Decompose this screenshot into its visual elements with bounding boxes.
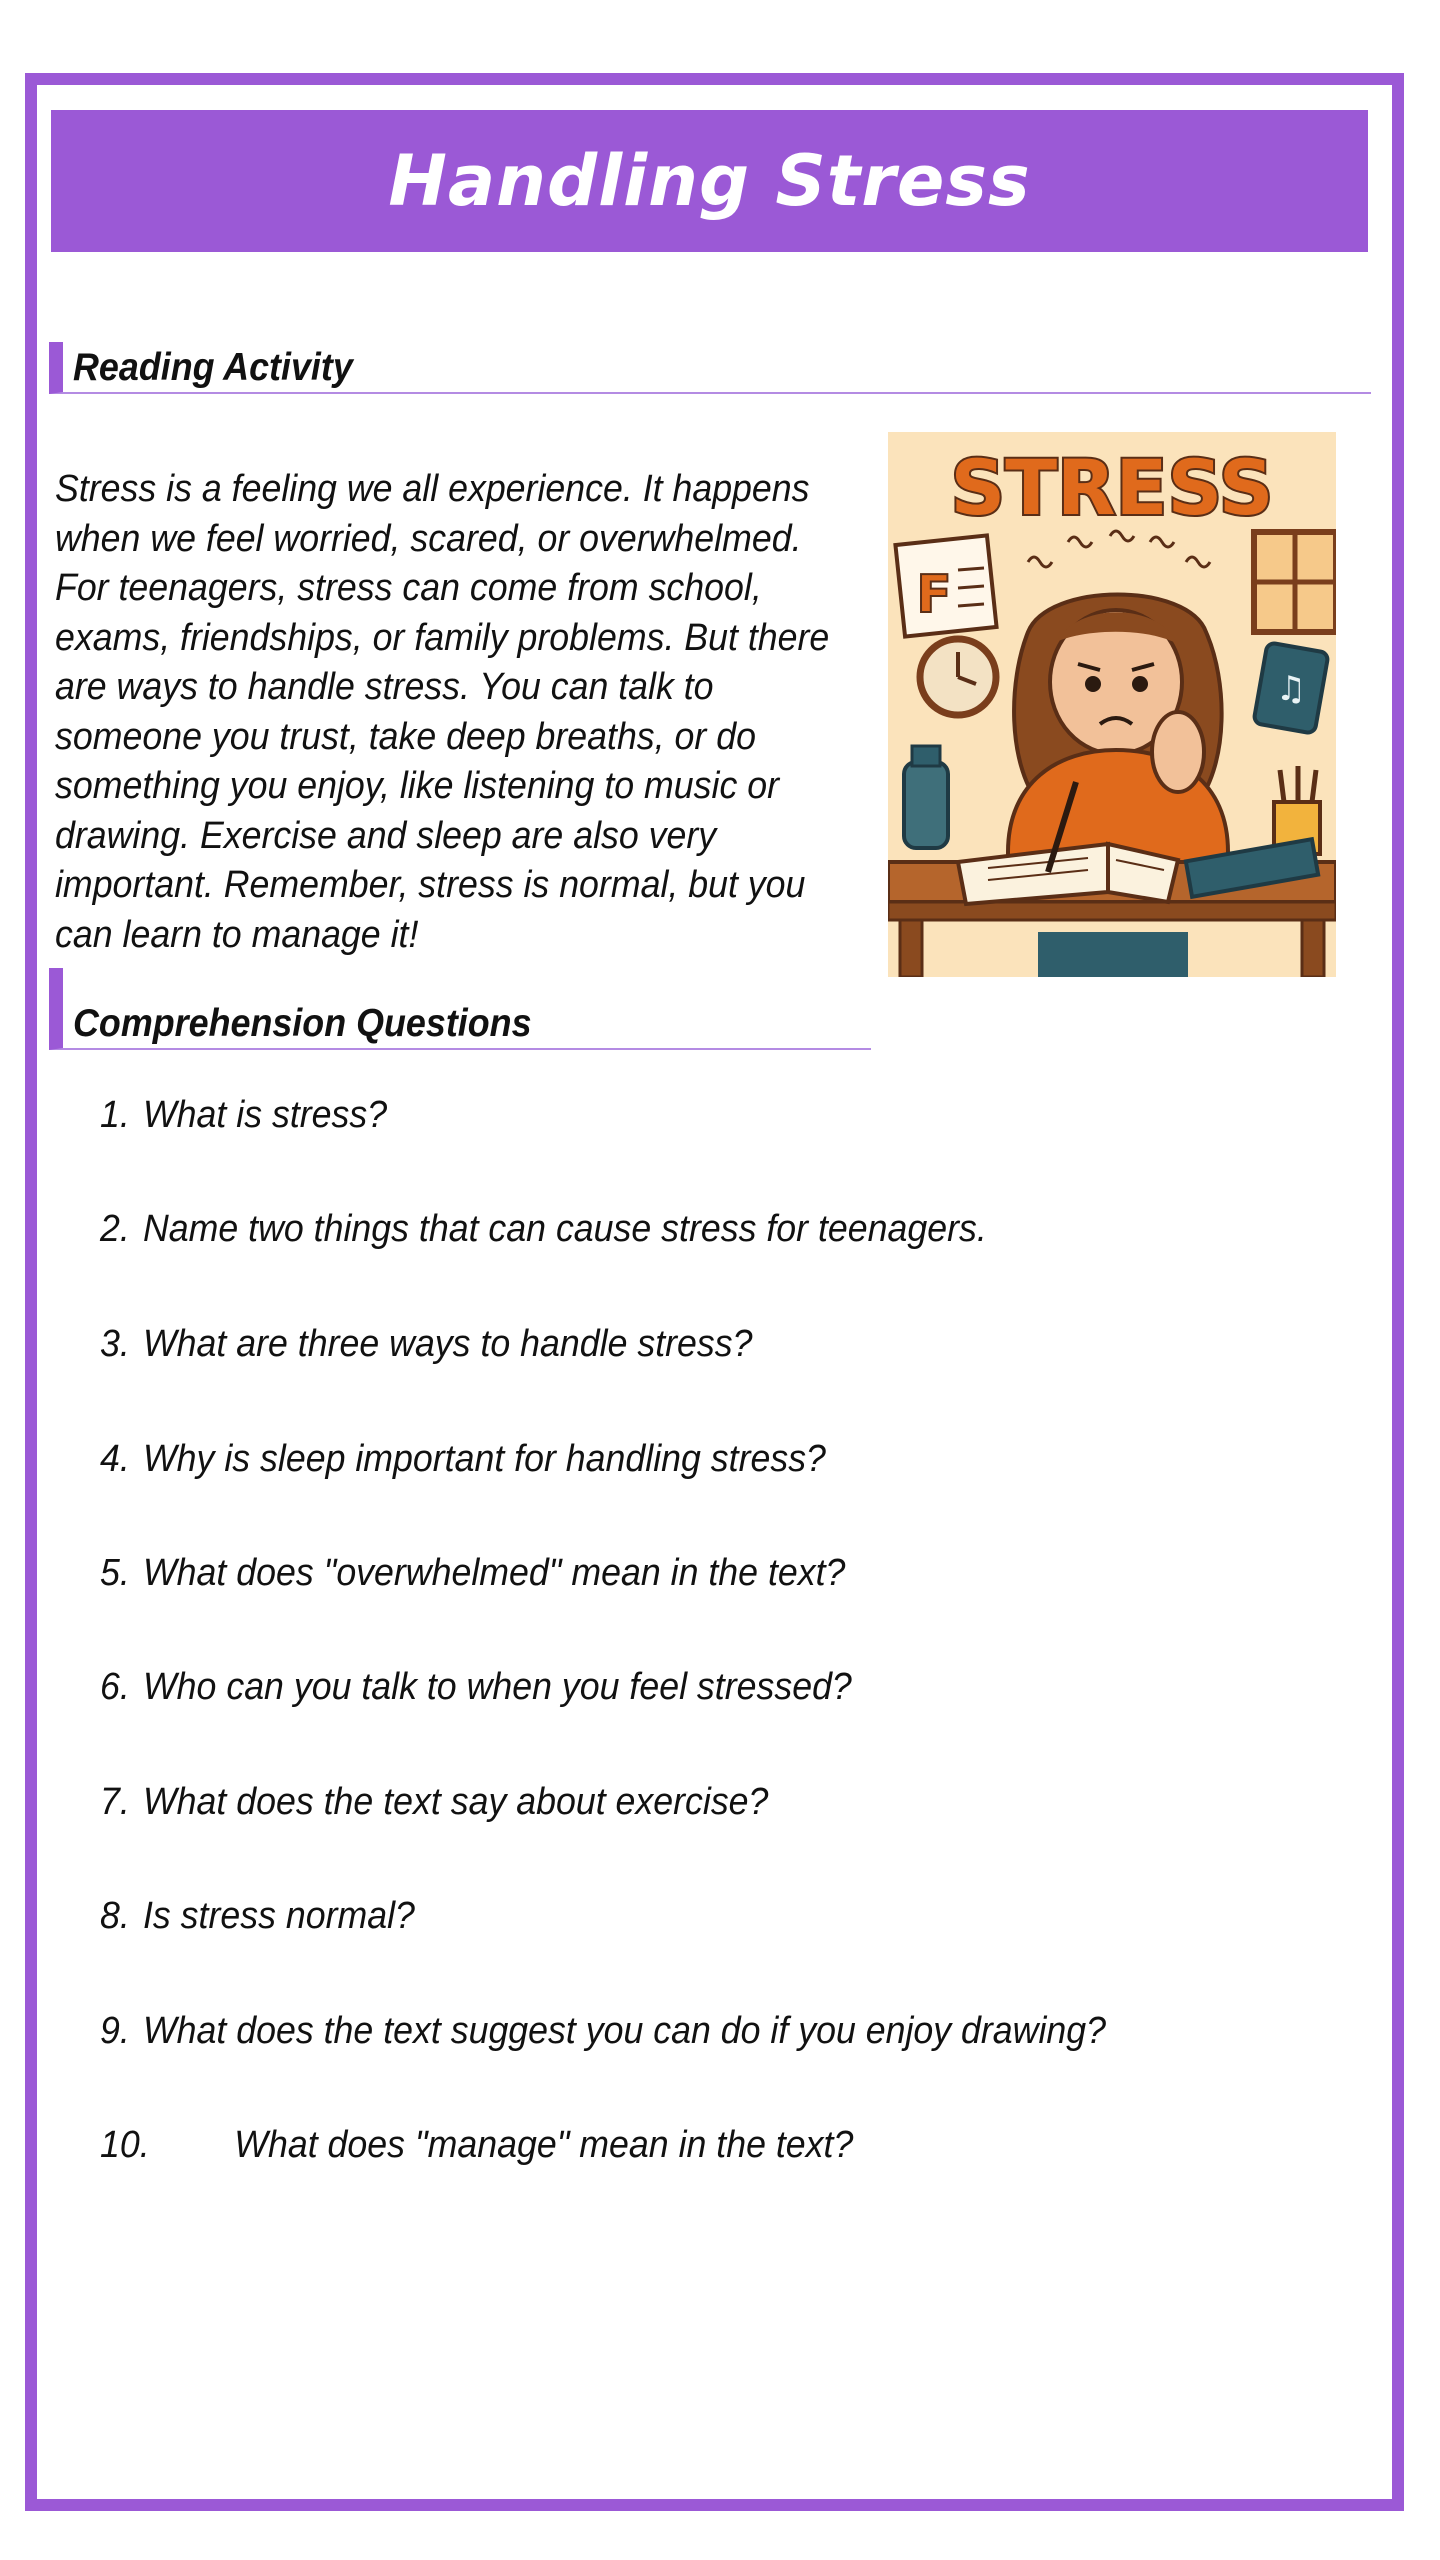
title-banner: [51, 110, 1368, 252]
music-tablet-icon: [1253, 642, 1328, 734]
question-item: 10. What does "manage" mean in the text?: [100, 2124, 854, 2166]
question-item: 1. What is stress?: [100, 1094, 388, 1136]
failed-test-paper-icon: [895, 535, 996, 636]
question-item: 2. Name two things that can cause stress for teenagers.: [100, 1208, 987, 1250]
stress-illustration: [888, 432, 1336, 977]
girl-hand: [1152, 712, 1204, 792]
question-item: 6. Who can you talk to when you feel stressed?: [100, 1666, 852, 1708]
window-icon: [1254, 532, 1336, 632]
grade-letter: F: [916, 565, 952, 625]
reading-activity-label: Reading Activity: [73, 346, 353, 389]
question-item: 7. What does the text say about exercise?: [100, 1781, 769, 1823]
comprehension-questions-label: Comprehension Questions: [73, 1002, 532, 1045]
stress-word: STRESS: [950, 443, 1274, 532]
question-item: 8. Is stress normal?: [100, 1895, 415, 1937]
girl-legs: [1038, 932, 1188, 977]
clock-icon: [920, 639, 996, 715]
question-item: 5. What does "overwhelmed" mean in the text?: [100, 1552, 846, 1594]
water-bottle-icon: [904, 746, 948, 848]
reading-passage: Stress is a feeling we all experience. It happens when we feel worried, scared, or overwhelmed. For teenagers, stress can come from school, exams, friendships, or family problems. But there are ways to handle stress. You can talk to someone you trust, take deep breaths, or do something you enjoy, like listening to music or drawing. Exercise and sleep are also very important. Remember, stress is normal, but you can learn to manage it!: [55, 468, 830, 956]
reading-activity-heading: [49, 342, 1371, 394]
svg-text:♫: ♫: [1275, 669, 1307, 709]
question-item: 3. What are three ways to handle stress?: [100, 1323, 753, 1365]
question-item: 9. What does the text suggest you can do if you enjoy drawing?: [100, 2010, 1107, 2052]
comprehension-questions-heading: [49, 968, 871, 1050]
page-title: Handling Stress: [388, 140, 1031, 222]
question-item: 4. Why is sleep important for handling stress?: [100, 1438, 826, 1480]
